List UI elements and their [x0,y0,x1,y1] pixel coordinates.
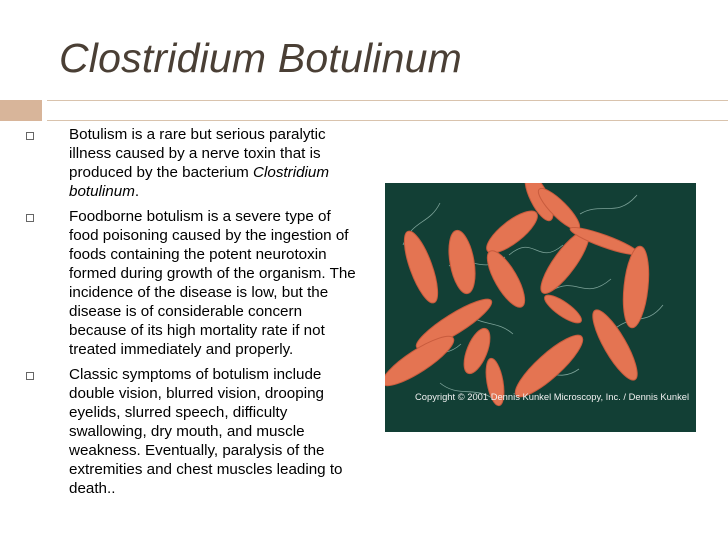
square-bullet-icon [26,372,34,380]
accent-bar [0,100,42,121]
bullet-item [26,365,360,498]
bullet-list [26,125,360,504]
bullet-text: Botulism is a rare but serious paralytic illness caused by a nerve toxin that is produced by the bacterium Clostridium botulinum. [69,126,329,200]
bullet-text: Foodborne botulism is a severe type of food poisoning caused by the ingestion of foods containing the potent neurotoxin formed during growth of the organism. The incidence of the disease is low, but the disease is of considerable concern because of its high mortality rate if not treated immediately and properly. [69,208,356,358]
bullet-item [26,207,360,359]
species-name: Clostridium botulinum [69,164,329,200]
square-bullet-icon [26,132,34,140]
bullet-text: Classic symptoms of botulism include double vision, blurred vision, drooping eyelids, slurred speech, difficulty swallowing, dry mouth, and muscle weakness. Eventually, paralysis of the extremities and chest muscles leading to death.. [69,366,343,497]
title-underline [47,100,728,121]
bullet-item [26,125,360,201]
slide-title: Clostridium Botulinum [59,35,462,81]
bacteria-micrograph [385,183,696,432]
image-copyright: Copyright © 2001 Dennis Kunkel Microscopy, Inc. / Dennis Kunkel [415,391,690,402]
square-bullet-icon [26,214,34,222]
